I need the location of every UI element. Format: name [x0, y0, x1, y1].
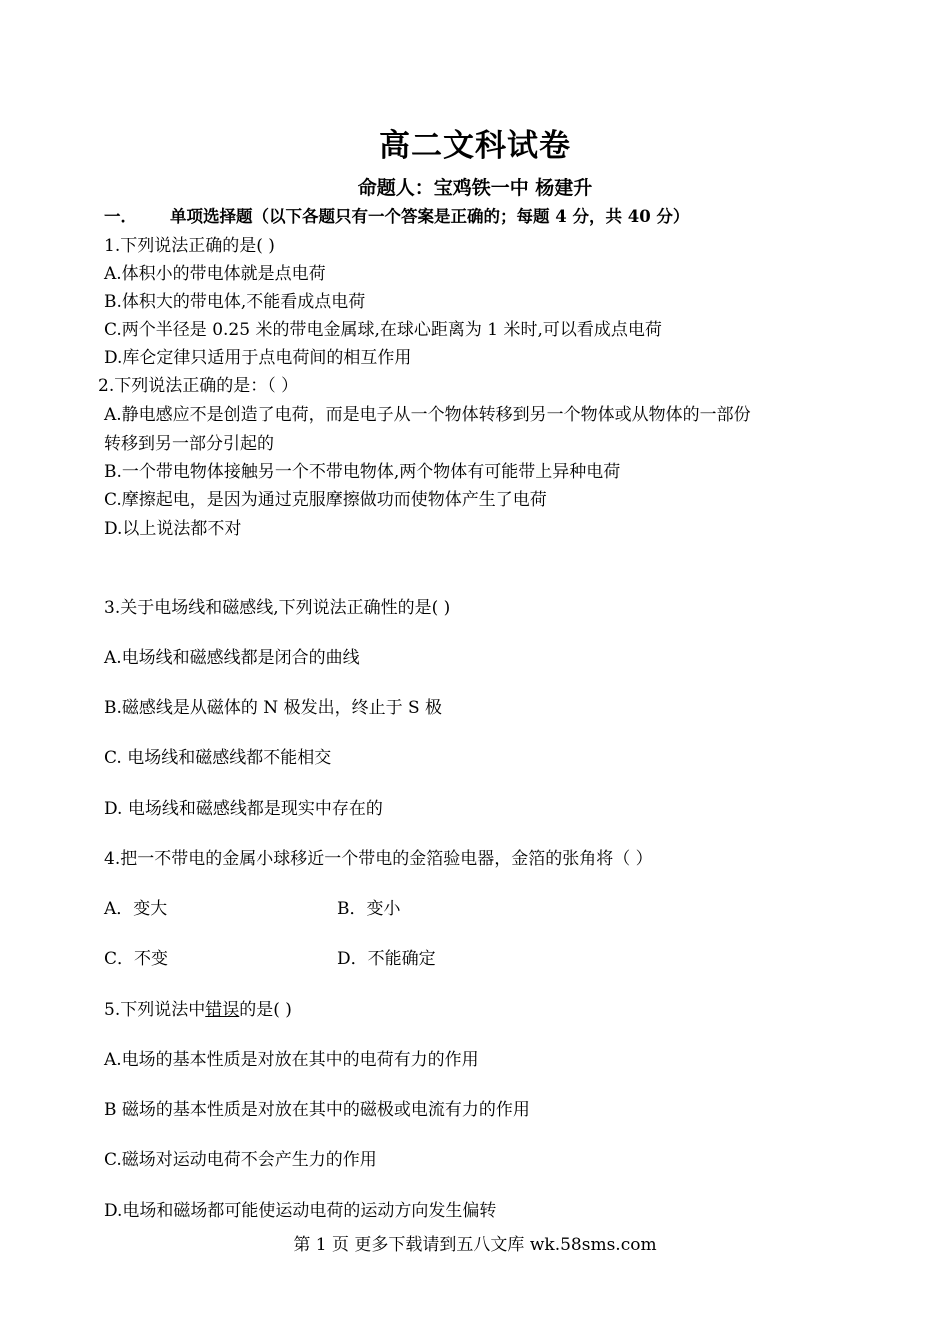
section-number: 一．: [104, 207, 137, 226]
q2-option-c: C.摩擦起电，是因为通过克服摩擦做功而使物体产生了电荷: [104, 490, 547, 510]
q5-option-b: B 磁场的基本性质是对放在其中的磁极或电流有力的作用: [104, 1100, 530, 1120]
section-heading: [104, 203, 689, 227]
q1-stem: 1.下列说法正确的是( ): [104, 236, 275, 256]
q5-stem: [104, 995, 292, 1020]
q3-option-a: A.电场线和磁感线都是闭合的曲线: [104, 648, 360, 668]
q4-option-a: A．变大: [104, 899, 168, 919]
page-footer: 第 1 页 更多下载请到五八文库 wk.58sms.com: [293, 1235, 657, 1255]
q2-option-a-line2: 转移到另一部分引起的: [104, 434, 274, 454]
q3-option-d: D. 电场线和磁感线都是现实中存在的: [104, 799, 383, 819]
q2-option-d: D.以上说法都不对: [104, 519, 242, 539]
q3-stem: 3.关于电场线和磁感线,下列说法正确性的是( ): [104, 598, 451, 618]
q5-option-a: A.电场的基本性质是对放在其中的电荷有力的作用: [104, 1050, 479, 1070]
q2-stem: 2.下列说法正确的是：（ ）: [98, 376, 299, 396]
q4-option-c: C．不变: [104, 949, 169, 969]
q4-option-b: B．变小: [337, 899, 401, 919]
q1-option-c: C.两个半径是 0.25 米的带电金属球,在球心距离为 1 米时,可以看成点电荷: [104, 320, 662, 340]
q3-option-b: B.磁感线是从磁体的 N 极发出，终止于 S 极: [104, 698, 443, 718]
q4-stem: 4.把一不带电的金属小球移近一个带电的金箔验电器，金箔的张角将（ ）: [104, 849, 653, 869]
q1-option-a: A.体积小的带电体就是点电荷: [104, 264, 326, 284]
q1-option-d: D.库仑定律只适用于点电荷间的相互作用: [104, 348, 412, 368]
q5-option-d: D.电场和磁场都可能使运动电荷的运动方向发生偏转: [104, 1201, 497, 1221]
q5-stem-emphasis: 错误: [205, 1000, 240, 1020]
q3-option-c: C. 电场线和磁感线都不能相交: [104, 748, 332, 768]
q1-option-b: B.体积大的带电体,不能看成点电荷: [104, 292, 366, 312]
q5-stem-prefix: 5.下列说法中: [104, 1000, 206, 1020]
q5-stem-suffix: 的是( ): [239, 1000, 292, 1020]
q2-option-a-line1: A.静电感应不是创造了电荷，而是电子从一个物体转移到另一个物体或从物体的一部份: [104, 405, 751, 425]
page-title: 高二文科试卷: [379, 128, 571, 164]
q4-option-d: D．不能确定: [337, 949, 436, 969]
section-text: 单项选择题（以下各题只有一个答案是正确的；每题 4 分，共 40 分）: [170, 207, 690, 226]
q5-option-c: C.磁场对运动电荷不会产生力的作用: [104, 1150, 377, 1170]
q2-option-b: B.一个带电物体接触另一个不带电物体,两个物体有可能带上异种电荷: [104, 462, 621, 482]
author-line: 命题人：宝鸡铁一中 杨建升: [357, 177, 593, 199]
